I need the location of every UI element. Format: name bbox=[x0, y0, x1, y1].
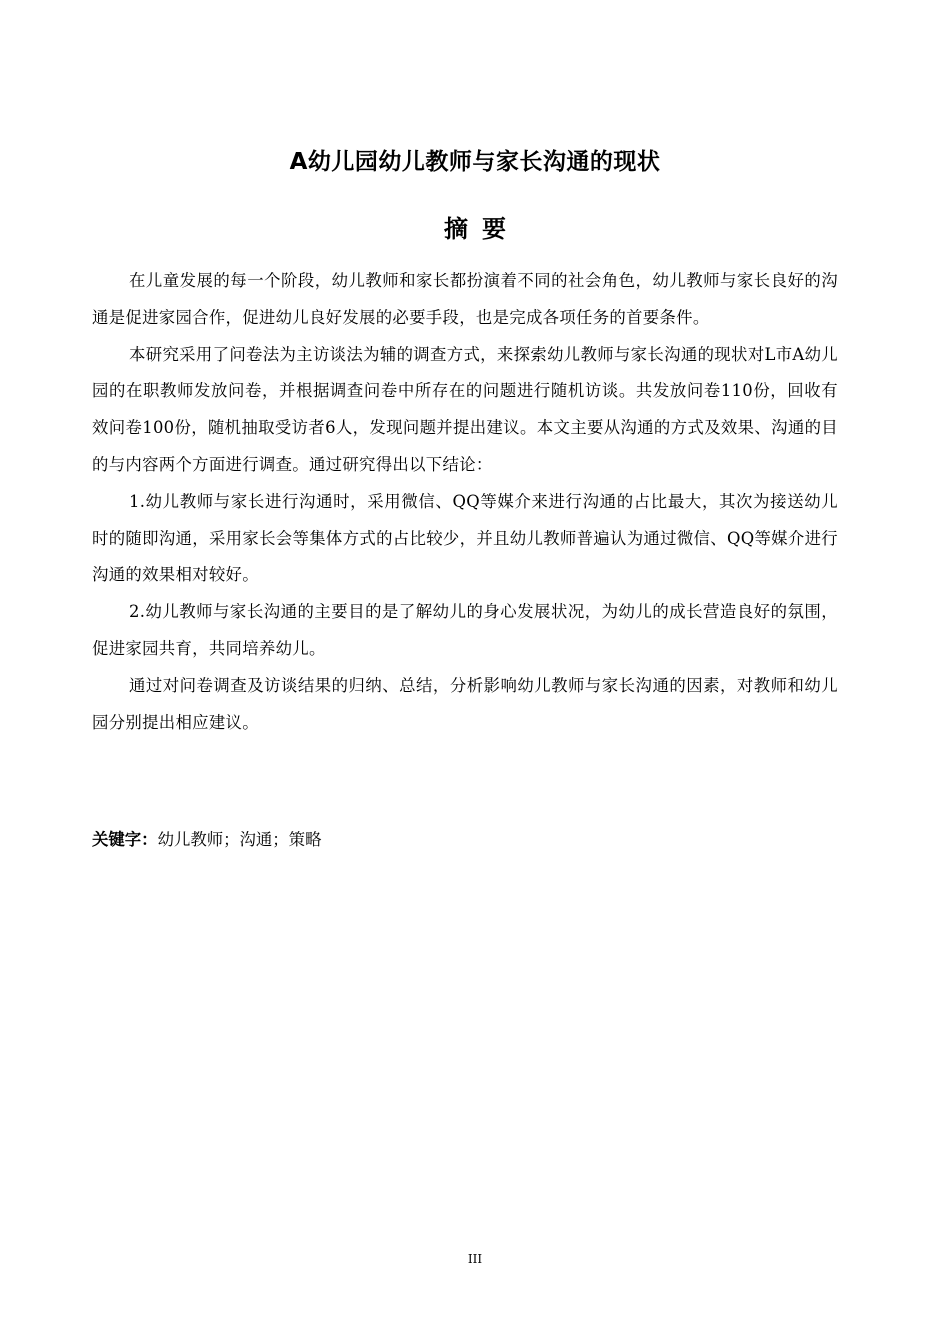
abstract-heading: 摘要 bbox=[444, 215, 520, 243]
abstract-body bbox=[92, 263, 838, 741]
abstract-paragraph-5: 通过对问卷调查及访谈结果的归纳、总结，分析影响幼儿教师与家长沟通的因素，对教师和幼儿园分别提出相应建议。 bbox=[92, 675, 838, 732]
document-title: A幼儿园幼儿教师与家长沟通的现状 bbox=[289, 149, 661, 175]
page-number: III bbox=[467, 1252, 483, 1266]
abstract-paragraph-4: 2.幼儿教师与家长沟通的主要目的是了解幼儿的身心发展状况，为幼儿的成长营造良好的氛围，促进家园共育，共同培养幼儿。 bbox=[92, 602, 838, 658]
keywords-value: 幼儿教师；沟通；策略 bbox=[157, 830, 322, 849]
abstract-paragraph-1: 在儿童发展的每一个阶段，幼儿教师和家长都扮演着不同的社会角色，幼儿教师与家长良好的沟通是促进家园合作，促进幼儿良好发展的必要手段，也是完成各项任务的首要条件。 bbox=[92, 271, 838, 327]
abstract-paragraph-3: 1.幼儿教师与家长进行沟通时，采用微信、QQ等媒介来进行沟通的占比最大，其次为接送幼儿时的随即沟通，采用家长会等集体方式的占比较少，并且幼儿教师普遍认为通过微信、QQ等媒介进行沟通的效果相对较好。 bbox=[92, 491, 838, 585]
abstract-paragraph-2: 本研究采用了问卷法为主访谈法为辅的调查方式，来探索幼儿教师与家长沟通的现状对L市A幼儿园的在职教师发放问卷，并根据调查问卷中所存在的问题进行随机访谈。共发放问卷110份，回收有效问卷100份，随机抽取受访者6人，发现问题并提出建议。本文主要从沟通的方式及效果、沟通的目的与内容两个方面进行调查。通过研究得出以下结论： bbox=[92, 344, 838, 474]
keywords-line bbox=[92, 824, 838, 856]
keywords-label: 关键字： bbox=[92, 830, 158, 849]
